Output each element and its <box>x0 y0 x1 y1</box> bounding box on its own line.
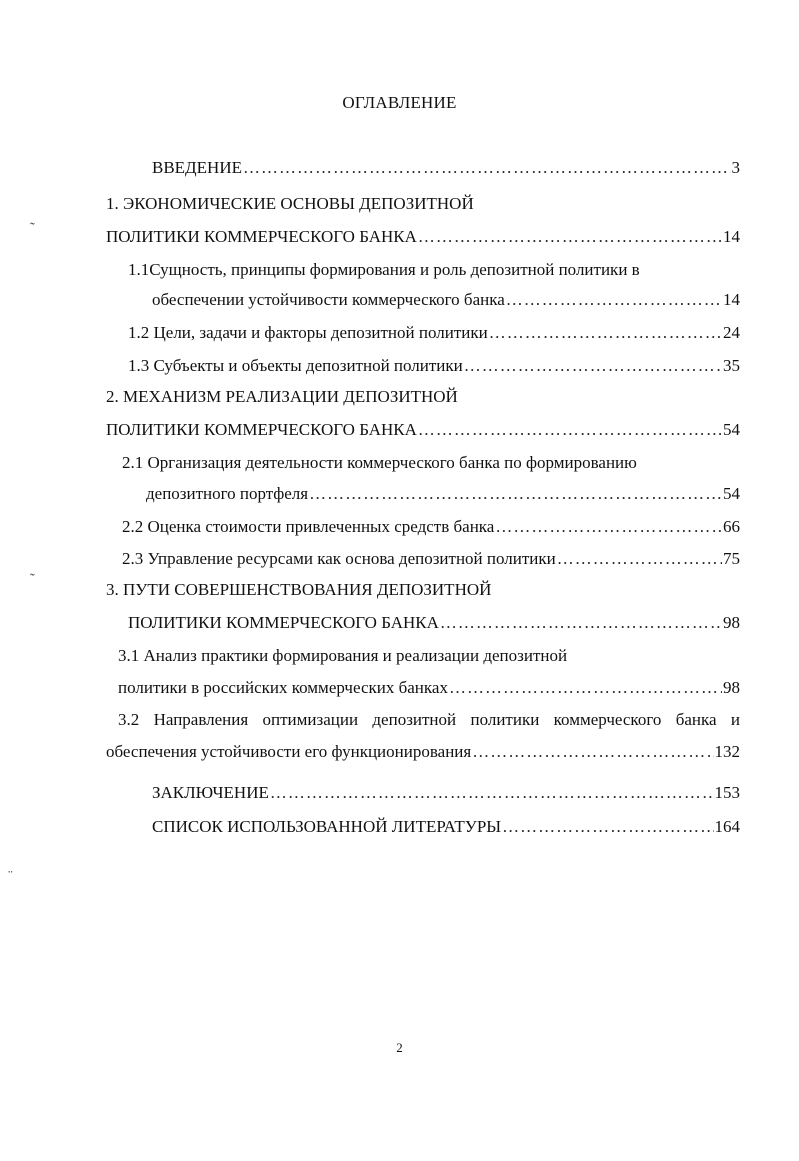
toc-page-number: 14 <box>723 290 740 309</box>
toc-entry-label: ВВЕДЕНИЕ <box>152 158 242 177</box>
toc-section-1-1-line1[interactable] <box>128 258 640 282</box>
toc-entry-label: обеспечения устойчивости его функционирования <box>106 742 472 761</box>
toc-entry-label: СПИСОК ИСПОЛЬЗОВАННОЙ ЛИТЕРАТУРЫ <box>152 817 502 836</box>
dot-leader <box>557 547 722 571</box>
toc-page-number: 14 <box>723 227 740 246</box>
toc-entry-label: 3. ПУТИ СОВЕРШЕНСТВОВАНИЯ ДЕПОЗИТНОЙ <box>106 580 492 599</box>
toc-page-number: 98 <box>723 678 740 697</box>
toc-entry-label: ПОЛИТИКИ КОММЕРЧЕСКОГО БАНКА <box>128 613 439 632</box>
toc-references[interactable] <box>152 815 740 839</box>
toc-entry-label: ПОЛИТИКИ КОММЕРЧЕСКОГО БАНКА <box>106 420 417 439</box>
page-title: ОГЛАВЛЕНИЕ <box>342 93 457 112</box>
dot-leader <box>464 354 722 378</box>
toc-entry-label: 2.1 Организация деятельности коммерческого банка по формированию <box>122 453 637 472</box>
toc-section-2-2[interactable] <box>122 515 740 539</box>
toc-entry-label: ЗАКЛЮЧЕНИЕ <box>152 783 269 802</box>
toc-entry-label: 1.2 Цели, задачи и факторы депозитной политики <box>128 323 488 342</box>
toc-section-2-3[interactable] <box>122 547 740 571</box>
toc-section-1-1[interactable] <box>152 288 740 312</box>
toc-section-1-3[interactable] <box>128 354 740 378</box>
dot-leader <box>449 676 722 700</box>
scan-artifact-mark: ˷ <box>30 562 35 577</box>
toc-page-number: 54 <box>723 484 740 503</box>
toc-section-1-2[interactable] <box>128 321 740 345</box>
toc-page-number: 153 <box>714 783 740 802</box>
toc-section-2-1-line1[interactable] <box>122 451 637 475</box>
toc-section-3-2-line1[interactable] <box>118 708 740 732</box>
dot-leader <box>418 418 722 442</box>
toc-chapter-1-heading[interactable] <box>106 192 474 216</box>
toc-entry-label: 3.1 Анализ практики формирования и реализации депозитной <box>118 646 568 665</box>
toc-section-3-2[interactable] <box>106 740 740 764</box>
toc-page-number: 35 <box>723 356 740 375</box>
toc-entry-label: обеспечении устойчивости коммерческого банка <box>152 290 505 309</box>
toc-entry-label: политики в российских коммерческих банках <box>118 678 448 697</box>
toc-page-number: 164 <box>714 817 740 836</box>
scan-artifact-mark: ˷ <box>30 211 35 226</box>
dot-leader <box>309 482 722 506</box>
toc-entry-label: 3.2 Направления оптимизации депозитной политики коммерческого банка и <box>118 710 740 729</box>
toc-entry-label: депозитного портфеля <box>146 484 309 503</box>
toc-chapter-2[interactable] <box>106 418 740 442</box>
toc-chapter-3-heading[interactable] <box>106 578 491 602</box>
toc-entry-label: 1.1Сущность, принципы формирования и роль депозитной политики в <box>128 260 640 279</box>
dot-leader <box>440 611 722 635</box>
toc-entry-introduction[interactable] <box>152 156 740 180</box>
dot-leader <box>489 321 722 345</box>
dot-leader <box>472 740 713 764</box>
dot-leader <box>243 156 731 180</box>
dot-leader <box>418 225 722 249</box>
toc-page-number: 24 <box>723 323 740 342</box>
toc-page-number: 98 <box>723 613 740 632</box>
toc-entry-label: 1. ЭКОНОМИЧЕСКИЕ ОСНОВЫ ДЕПОЗИТНОЙ <box>106 194 474 213</box>
toc-section-2-1[interactable] <box>146 482 740 506</box>
dot-leader <box>502 815 713 839</box>
toc-conclusion[interactable] <box>152 781 740 805</box>
scan-artifact-mark: ¨ <box>8 869 13 884</box>
toc-entry-label: ПОЛИТИКИ КОММЕРЧЕСКОГО БАНКА <box>106 227 417 246</box>
dot-leader <box>270 781 714 805</box>
toc-page-number: 132 <box>714 742 740 761</box>
toc-page-number: 75 <box>723 549 740 568</box>
dot-leader <box>495 515 722 539</box>
toc-chapter-2-heading[interactable] <box>106 385 458 409</box>
toc-entry-label: 2. МЕХАНИЗМ РЕАЛИЗАЦИИ ДЕПОЗИТНОЙ <box>106 387 458 406</box>
toc-entry-label: 2.2 Оценка стоимости привлеченных средств банка <box>122 517 495 536</box>
page-number: 2 <box>396 1040 403 1055</box>
toc-section-3-1-line1[interactable] <box>118 644 567 668</box>
toc-page-number: 3 <box>731 158 740 177</box>
dot-leader <box>506 288 722 312</box>
toc-page-number: 66 <box>723 517 740 536</box>
toc-entry-label: 2.3 Управление ресурсами как основа депозитной политики <box>122 549 556 568</box>
toc-section-3-1[interactable] <box>118 676 740 700</box>
toc-chapter-3[interactable] <box>128 611 740 635</box>
toc-entry-label: 1.3 Субъекты и объекты депозитной политики <box>128 356 463 375</box>
toc-chapter-1[interactable] <box>106 225 740 249</box>
toc-page-number: 54 <box>723 420 740 439</box>
